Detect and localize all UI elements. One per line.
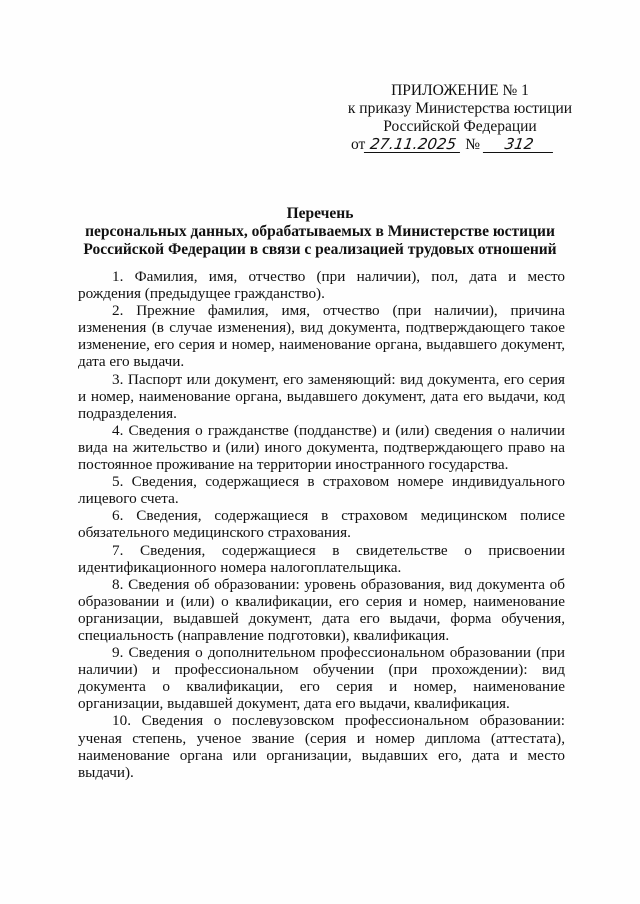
handwritten-number: 312 (483, 137, 555, 153)
order-date-number (351, 136, 554, 154)
list-item: 3. Паспорт или документ, его заменяющий: вид документа, его серия и номер, наименование органа, выдавшего документ, дата его выдачи, код подразделения. (78, 370, 565, 422)
number-label: № (465, 136, 480, 153)
appendix-header (340, 82, 580, 136)
document-title (68, 205, 572, 259)
appendix-order-line: к приказу Министерства юстиции (347, 100, 573, 117)
list-item: 4. Сведения о гражданстве (подданстве) и (или) сведения о наличии вида на жительство и (или) иного документа, подтверждающего право на постоянное проживание на территории иностранного государства. (78, 421, 565, 474)
title-line-2: персональных данных, обрабатываемых в Министерстве юстиции (85, 223, 555, 240)
items-list (78, 268, 565, 781)
title-line-3: Российской Федерации в связи с реализацией трудовых отношений (83, 241, 557, 258)
list-item: 10. Сведения о послевузовском профессиональном образовании: ученая степень, ученое звание (серия и номер диплома (аттестата), наименование органа или организации, выдавших его, дата и место выдачи). (78, 712, 565, 781)
list-item: 1. Фамилия, имя, отчество (при наличии), пол, дата и место рождения (предыдущее гражданство). (78, 268, 565, 303)
list-item: 2. Прежние фамилия, имя, отчество (при наличии), причина изменения (в случае изменения), вид документа, подтверждающего такое изменение, его серия и номер, наименование органа, выдавшего документ, дата его выдачи. (78, 302, 565, 371)
list-item: 5. Сведения, содержащиеся в страховом номере индивидуального лицевого счета. (78, 473, 565, 508)
list-item: 7. Сведения, содержащиеся в свидетельстве о присвоении идентификационного номера налогоплательщика. (78, 541, 565, 576)
appendix-title: ПРИЛОЖЕНИЕ № 1 (391, 82, 529, 99)
date-prefix: от (351, 136, 366, 153)
handwritten-date: 27.11.2025 (364, 137, 462, 153)
list-item: 9. Сведения о дополнительном профессиональном образовании (при наличии) и профессиональном обучении (при прохождении): вид документа о квалификации, его серия и номер, наименование организации, выдавшей документ, дата его выдачи, квалификация. (78, 644, 565, 713)
appendix-ministry-line: Российской Федерации (383, 118, 537, 135)
list-item: 6. Сведения, содержащиеся в страховом медицинском полисе обязательного медицинского страхования. (78, 507, 565, 542)
title-line-1: Перечень (286, 205, 354, 222)
list-item: 8. Сведения об образовании: уровень образования, вид документа об образовании и (или) о квалификации, его серия и номер, наименование организации, выдавшей документ, дата его выдачи, форма обучения, специальность (направление подготовки), квалификация. (78, 575, 565, 644)
